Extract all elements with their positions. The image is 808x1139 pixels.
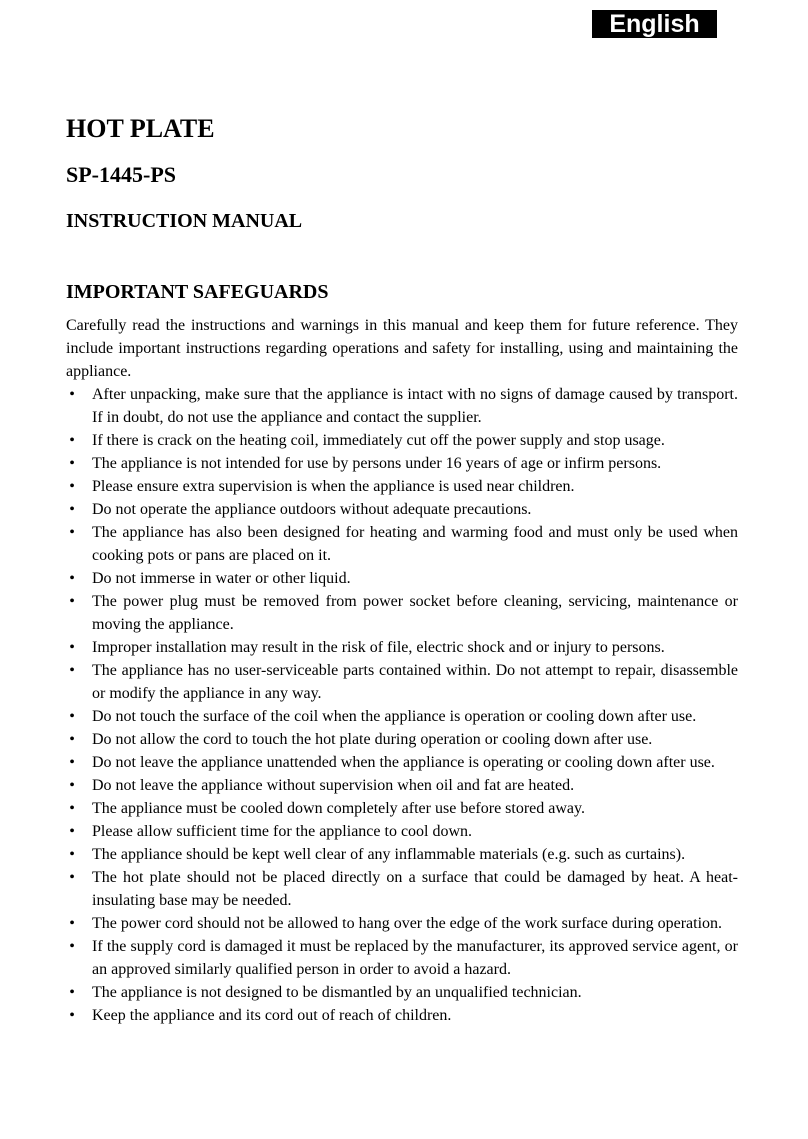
bullet-icon: •: [69, 593, 75, 610]
bullet-icon: •: [69, 777, 75, 794]
bullet-icon: •: [69, 708, 75, 725]
safeguard-text: Please ensure extra supervision is when the appliance is used near children.: [92, 478, 575, 495]
bullet-icon: •: [69, 823, 75, 840]
intro-paragraph: Carefully read the instructions and warnings in this manual and keep them for future reference. They include important instructions regarding operations and safety for installing, using and maintaining the appliance.: [66, 317, 738, 380]
safeguard-item: [66, 843, 738, 866]
safeguard-text: Do not operate the appliance outdoors without adequate precautions.: [92, 501, 532, 518]
bullet-icon: •: [69, 1007, 75, 1024]
bullet-icon: •: [69, 984, 75, 1001]
safeguard-item: [66, 1004, 738, 1027]
safeguard-text: Do not immerse in water or other liquid.: [92, 570, 351, 587]
safeguard-item: [66, 797, 738, 820]
safeguard-text: Do not leave the appliance unattended when the appliance is operating or cooling down after use.: [92, 754, 715, 771]
safeguard-item: [66, 705, 738, 728]
safeguard-item: [66, 751, 738, 774]
bullet-icon: •: [69, 800, 75, 817]
product-title: HOT PLATE: [66, 114, 215, 143]
safeguard-text: The appliance is not designed to be dismantled by an unqualified technician.: [92, 984, 582, 1001]
bullet-icon: •: [69, 869, 75, 886]
safeguard-text: The power cord should not be allowed to hang over the edge of the work surface during operation.: [92, 915, 723, 932]
bullet-icon: •: [69, 754, 75, 771]
safeguard-list: [66, 383, 738, 1027]
safeguard-item: [66, 820, 738, 843]
bullet-icon: •: [69, 731, 75, 748]
bullet-icon: •: [69, 639, 75, 656]
safeguard-item: [66, 383, 738, 429]
safeguard-item: [66, 866, 738, 912]
safeguard-item: [66, 498, 738, 521]
safeguard-item: [66, 521, 738, 567]
safeguard-text: Do not touch the surface of the coil when the appliance is operation or cooling down after use.: [92, 708, 697, 725]
safeguard-item: [66, 636, 738, 659]
bullet-icon: •: [69, 432, 75, 449]
safeguard-text: If there is crack on the heating coil, immediately cut off the power supply and stop usage.: [92, 432, 665, 449]
bullet-icon: •: [69, 846, 75, 863]
safeguard-text: The appliance should be kept well clear of any inflammable materials (e.g. such as curtains).: [92, 846, 686, 863]
bullet-icon: •: [69, 455, 75, 472]
safeguard-item: [66, 659, 738, 705]
safeguard-item: [66, 590, 738, 636]
document-type: INSTRUCTION MANUAL: [66, 210, 303, 232]
bullet-icon: •: [69, 938, 75, 955]
safeguard-item: [66, 567, 738, 590]
bullet-icon: •: [69, 386, 75, 403]
safeguard-item: [66, 981, 738, 1004]
section-heading: IMPORTANT SAFEGUARDS: [66, 281, 329, 303]
safeguard-text: Keep the appliance and its cord out of reach of children.: [92, 1007, 452, 1024]
safeguard-item: [66, 912, 738, 935]
bullet-icon: •: [69, 478, 75, 495]
safeguard-text: The hot plate should not be placed directly on a surface that could be damaged by heat. A heat-insulating base may be needed.: [92, 869, 738, 909]
model-number: SP-1445-PS: [66, 162, 176, 187]
safeguard-item: [66, 774, 738, 797]
safeguard-text: If the supply cord is damaged it must be replaced by the manufacturer, its approved service agent, or an approved similarly qualified person in order to avoid a hazard.: [92, 938, 738, 978]
bullet-icon: •: [69, 501, 75, 518]
safeguard-item: [66, 475, 738, 498]
safeguard-text: The appliance must be cooled down completely after use before stored away.: [92, 800, 585, 817]
bullet-icon: •: [69, 570, 75, 587]
safeguard-text: The power plug must be removed from power socket before cleaning, servicing, maintenance or moving the appliance.: [92, 593, 738, 633]
bullet-icon: •: [69, 662, 75, 679]
bullet-icon: •: [69, 524, 75, 541]
safeguard-item: [66, 728, 738, 751]
language-badge: English: [592, 10, 717, 38]
safeguard-text: After unpacking, make sure that the appliance is intact with no signs of damage caused by transport. If in doubt, do not use the appliance and contact the supplier.: [92, 386, 738, 426]
safeguard-text: Improper installation may result in the risk of file, electric shock and or injury to persons.: [92, 639, 665, 656]
safeguard-item: [66, 935, 738, 981]
safeguard-text: The appliance has also been designed for heating and warming food and must only be used when cooking pots or pans are placed on it.: [92, 524, 738, 564]
safeguard-text: Do not leave the appliance without supervision when oil and fat are heated.: [92, 777, 575, 794]
safeguards-section: [66, 314, 738, 1027]
safeguard-text: Do not allow the cord to touch the hot plate during operation or cooling down after use.: [92, 731, 653, 748]
safeguard-text: Please allow sufficient time for the appliance to cool down.: [92, 823, 473, 840]
safeguard-text: The appliance is not intended for use by persons under 16 years of age or infirm persons.: [92, 455, 662, 472]
bullet-icon: •: [69, 915, 75, 932]
safeguard-text: The appliance has no user-serviceable parts contained within. Do not attempt to repair, disassemble or modify the appliance in any way.: [92, 662, 738, 702]
safeguard-item: [66, 429, 738, 452]
safeguard-item: [66, 452, 738, 475]
